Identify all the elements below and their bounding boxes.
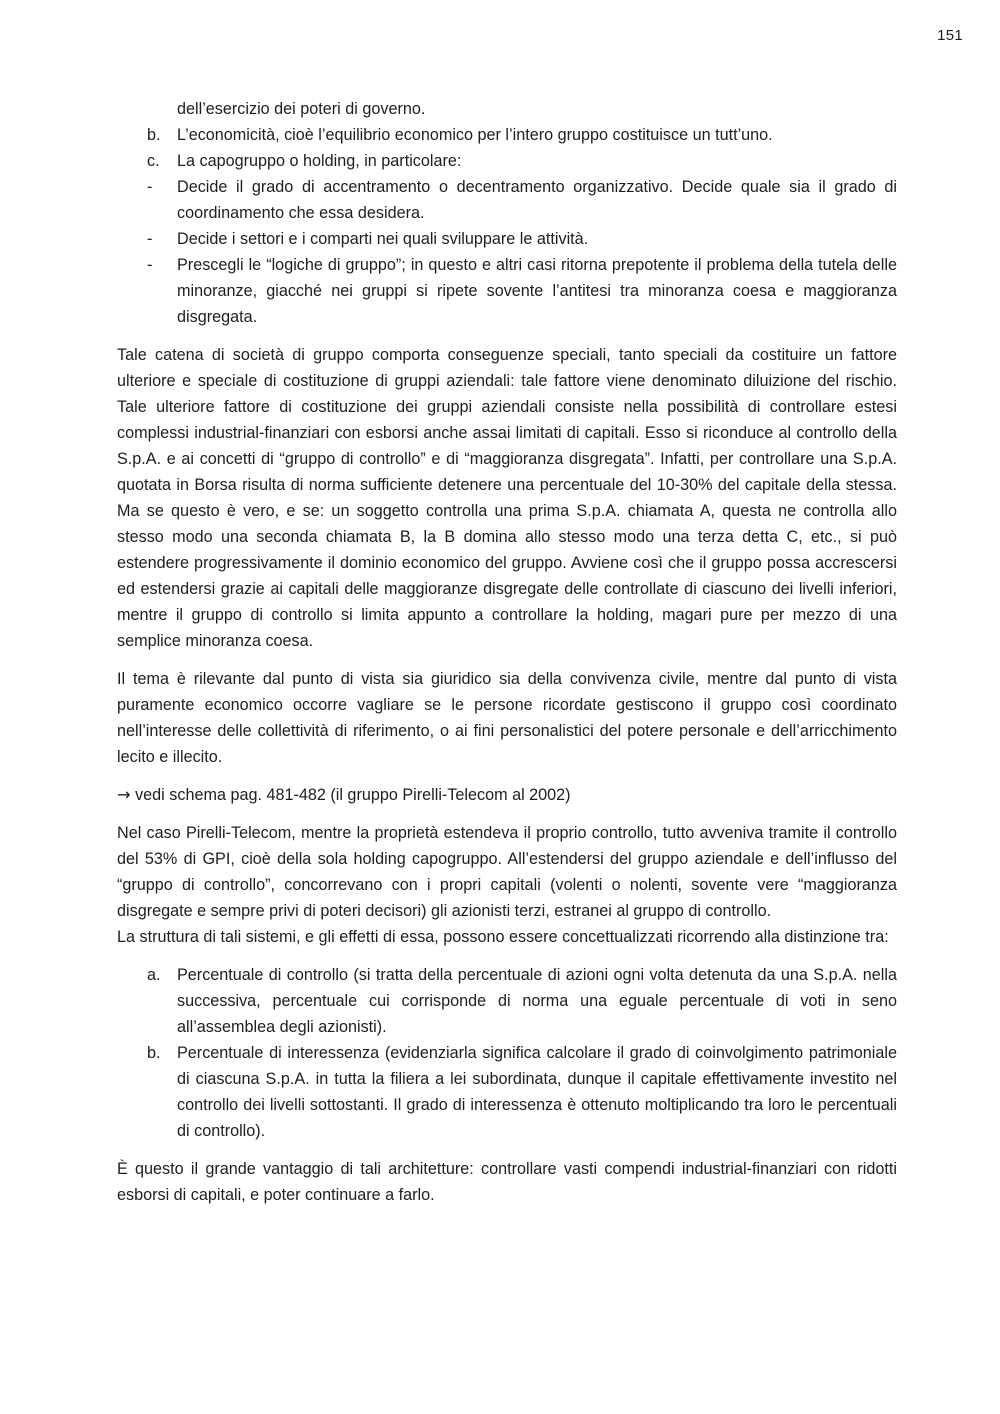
list-item-text: Prescegli le “logiche di gruppo”; in questo e altri casi ritorna prepotente il problema della tutela delle minoranze, giacché nei gruppi si ripete sovente l’antitesi tra minoranza coesa e maggioranza disgregata.	[177, 256, 897, 326]
cross-reference-text: vedi schema pag. 481-482 (il gruppo Pirelli-Telecom al 2002)	[135, 786, 571, 804]
list-marker: -	[147, 178, 153, 196]
list-marker: a.	[147, 966, 161, 984]
paragraph-closing: È questo il grande vantaggio di tali architetture: controllare vasti compendi industrial-finanziari con ridotti esborsi di capitali, e poter continuare a farlo.	[117, 1160, 897, 1204]
list-item-text: Percentuale di controllo (si tratta della percentuale di azioni ogni volta detenuta da una S.p.A. nella successiva, percentuale cui corrisponde di norma una eguale percentuale di voti in seno all’assemblea degli azionisti).	[177, 966, 897, 1036]
intro-list	[117, 96, 897, 330]
paragraph-pirelli-telecom: Nel caso Pirelli-Telecom, mentre la proprietà estendeva il proprio controllo, tutto avveniva tramite il controllo del 53% di GPI, cioè della sola holding capogruppo. All’estendersi del gruppo aziendale e dell’influsso del “gruppo di controllo”, concorrevano con i propri capitali (volenti o nolenti, sovente vere “maggioranza disgregate e sempre privi di poteri decisori) gli azionisti terzi, estranei al gruppo di controllo.	[117, 824, 897, 920]
cross-reference	[117, 782, 897, 808]
list-item	[117, 252, 897, 330]
paragraph-tema: Il tema è rilevante dal punto di vista sia giuridico sia della convivenza civile, mentre dal punto di vista puramente economico occorre vagliare se le persone ricordate gestiscono il gruppo così coordinato nell’interesse delle collettività di riferimento, o ai fini personalistici del potere personale e dell’arricchimento lecito e illecito.	[117, 670, 897, 766]
arrow-right-icon: →	[117, 785, 131, 804]
list-marker: b.	[147, 1044, 161, 1062]
list-item	[117, 226, 897, 252]
list-marker: -	[147, 256, 153, 274]
list-marker: -	[147, 230, 153, 248]
list-item-text: Percentuale di interessenza (evidenziarla significa calcolare il grado di coinvolgimento patrimoniale di ciascuna S.p.A. in tutta la filiera a lei subordinata, dunque il capitale effettivamente investito nel controllo dei livelli sottostanti. Il grado di interessenza è ottenuto moltiplicando tra loro le percentuali di controllo).	[177, 1044, 897, 1140]
document-body	[117, 96, 897, 1220]
list-item	[117, 122, 897, 148]
list-item-text: Decide i settori e i comparti nei quali sviluppare le attività.	[177, 230, 589, 248]
page-number: 151	[937, 27, 963, 44]
list-item	[117, 1040, 897, 1144]
list-item-text: Decide il grado di accentramento o decentramento organizzativo. Decide quale sia il grado di coordinamento che essa desidera.	[177, 178, 897, 222]
list-marker: c.	[147, 152, 160, 170]
list-marker: b.	[147, 126, 161, 144]
list-item-text: L’economicità, cioè l’equilibrio economico per l’intero gruppo costituisce un tutt’uno.	[177, 126, 773, 144]
list-item	[117, 962, 897, 1040]
list-item-continuation: dell’esercizio dei poteri di governo.	[177, 100, 426, 118]
list-item	[117, 174, 897, 226]
paragraph-struttura: La struttura di tali sistemi, e gli effetti di essa, possono essere concettualizzati ricorrendo alla distinzione tra:	[117, 928, 889, 946]
list-item-text: La capogruppo o holding, in particolare:	[177, 152, 462, 170]
paragraph-diluizione: Tale catena di società di gruppo comporta conseguenze speciali, tanto speciali da costituire un fattore ulteriore e speciale di costituzione di gruppi aziendali: tale fattore viene denominato diluizione del rischio. Tale ulteriore fattore di costituzione dei gruppi aziendali consiste nella possibilità di controllare estesi complessi industrial-finanziari con esborsi anche assai limitati di capitali. Esso si riconduce al controllo della S.p.A. e ai concetti di “gruppo di controllo” e di “maggioranza disgregata”. Infatti, per controllare una S.p.A. quotata in Borsa risulta di norma sufficiente detenere una percentuale del 10-30% del capitale della stessa. Ma se questo è vero, e se: un soggetto controlla una prima S.p.A. chiamata A, questa ne controlla allo stesso modo una seconda chiamata B, la B domina allo stesso modo una terza detta C, etc., si può estendere progressivamente il dominio economico del gruppo. Avviene così che il gruppo possa accrescersi ed estendersi grazie ai capitali delle maggioranze disgregate delle controllate di ciascuno dei livelli inferiori, mentre il gruppo di controllo si limita appunto a controllare la holding, magari pure per mezzo di una semplice minoranza coesa.	[117, 346, 897, 650]
list-item	[117, 148, 897, 174]
distinction-list	[117, 962, 897, 1144]
